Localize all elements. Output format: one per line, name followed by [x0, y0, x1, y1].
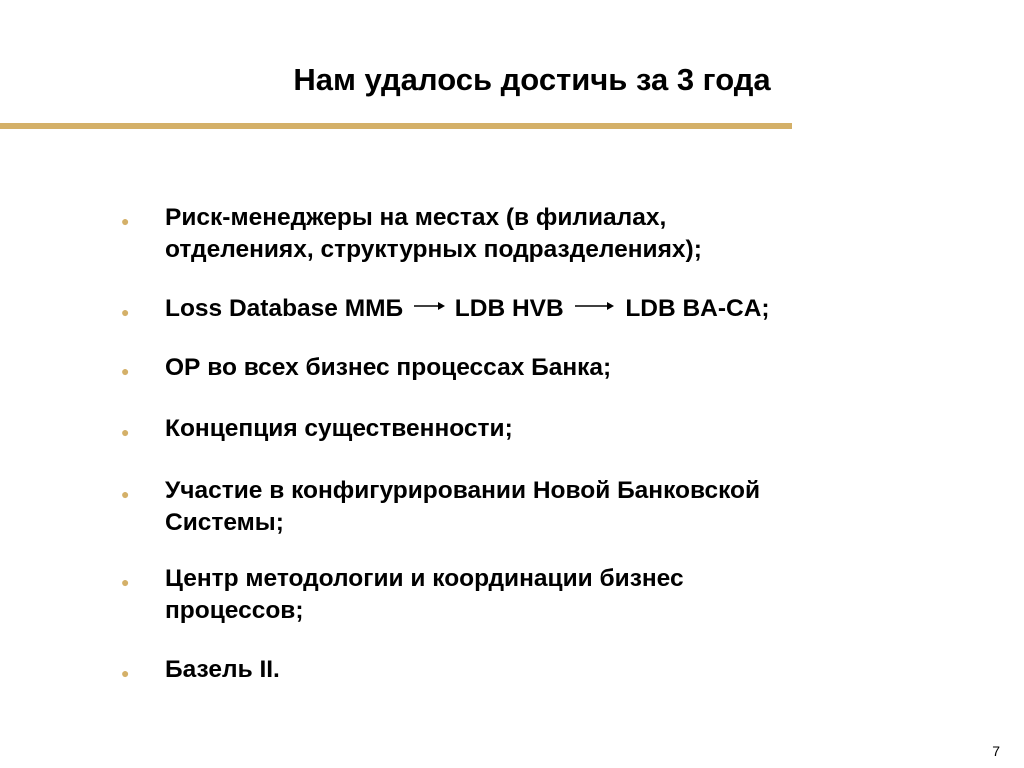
list-item-line: Центр методологии и координации бизнес [165, 565, 684, 592]
list-item-line: Риск-менеджеры на местах (в филиалах, [165, 204, 667, 231]
list-item-text [165, 413, 965, 445]
slide-title: Нам удалось достичь за 3 года [293, 62, 771, 97]
right-arrow-icon [410, 300, 448, 312]
bullet-icon: ● [121, 213, 130, 229]
list-item-text [165, 654, 965, 686]
list-item-segment: Loss Database ММБ [165, 295, 404, 322]
bullet-icon: ● [121, 486, 130, 502]
bullet-icon: ● [121, 363, 130, 379]
list-item-line: Системы; [165, 509, 284, 536]
bullet-icon: ● [121, 665, 130, 681]
list-item-text [165, 293, 965, 325]
list-item-text [165, 475, 965, 539]
list-item-line: Базель II. [165, 656, 280, 683]
bullet-icon: ● [121, 304, 130, 320]
bullet-icon: ● [121, 574, 130, 590]
page-number: 7 [992, 743, 1000, 759]
bullet-icon: ● [121, 424, 130, 440]
right-arrow-icon [571, 300, 619, 312]
list-item-line: ОР во всех бизнес процессах Банка; [165, 354, 612, 381]
list-item-line: Концепция существенности; [165, 415, 513, 442]
list-item-segment: LDB HVB [454, 295, 564, 322]
list-item-line: отделениях, структурных подразделениях); [165, 236, 702, 263]
list-item-text [165, 563, 965, 627]
title-underline [0, 123, 792, 129]
list-item-line: Участие в конфигурировании Новой Банковской [165, 477, 761, 504]
list-item-text [165, 352, 965, 384]
list-item-text [165, 202, 965, 266]
list-item-segment: LDB BA-CA; [625, 295, 770, 322]
list-item-line: процессов; [165, 597, 304, 624]
